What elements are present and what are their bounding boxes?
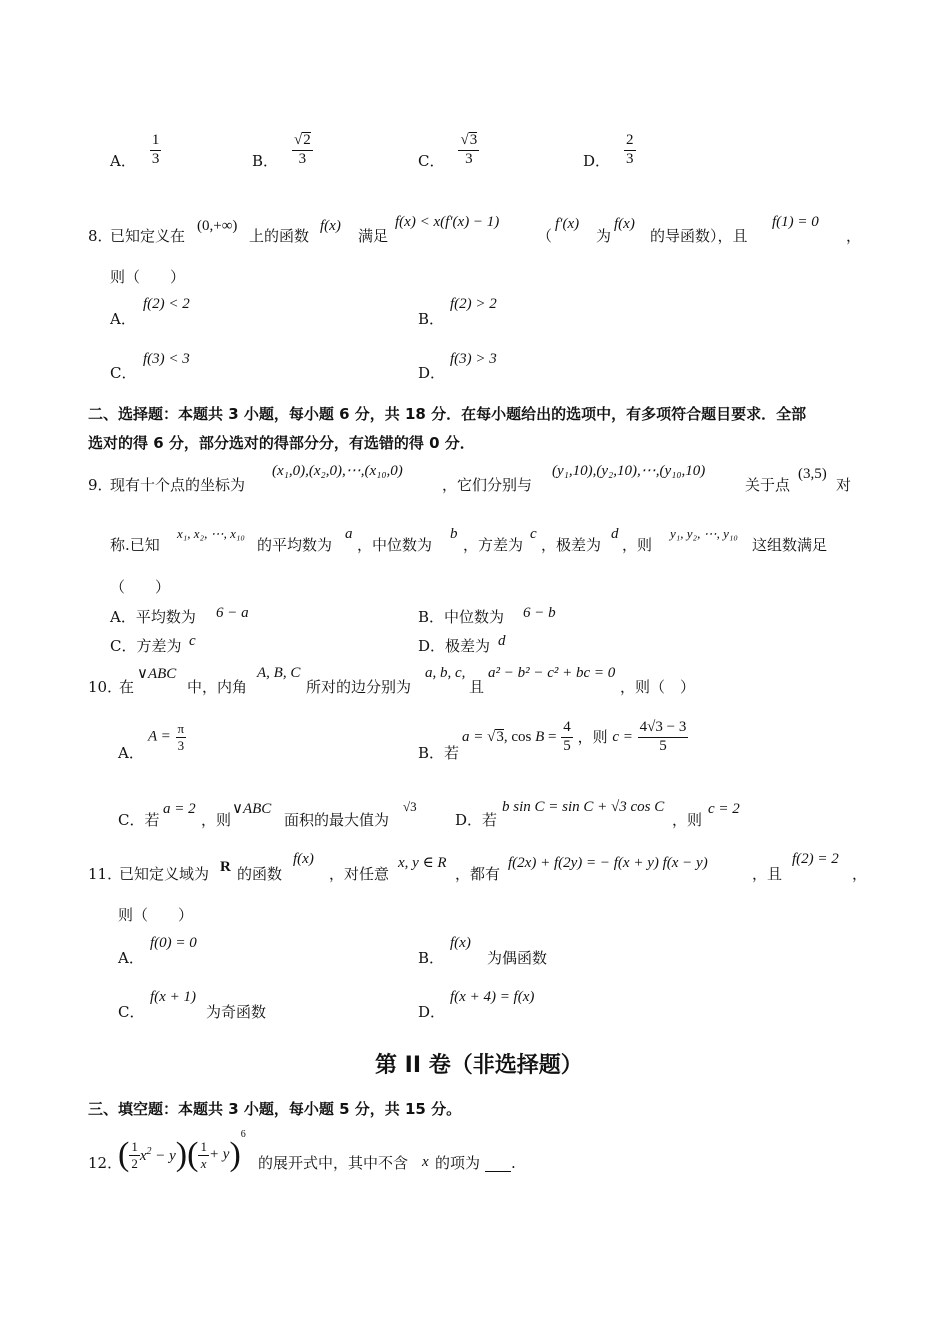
q10-option-a-label: A．: [118, 744, 144, 762]
q10-option-b: a = √3, cos B = $\frac{4}{5}$ ，则 c = $\frac{4√3 - 3}{5}$: [462, 719, 687, 754]
q9-text-6: 的平均数为: [257, 536, 333, 554]
q12-x: x: [422, 1154, 429, 1170]
q8-text-5: 为: [596, 227, 612, 245]
q11-number: 11．: [88, 865, 123, 883]
q9-d: d: [611, 526, 619, 542]
q10-sides: a, b, c,: [425, 665, 466, 681]
q8-option-a-label: A．: [110, 310, 136, 328]
q11-option-a-label: A．: [118, 949, 144, 967]
q8-option-d-label: D．: [418, 364, 446, 382]
q10-text-2: 中，内角: [187, 678, 248, 696]
q8-fx: f(x): [320, 218, 341, 234]
q11-then: 则（ ）: [118, 906, 194, 924]
q11-text-4: ，都有: [455, 865, 501, 883]
q11-option-b-label: B．: [418, 949, 445, 967]
q9-option-b: 6 − b: [523, 605, 556, 621]
q8-fprime: f′(x): [555, 216, 580, 232]
q10-option-d-then: ，则: [672, 811, 703, 829]
q11-option-c-label: C．: [118, 1003, 145, 1021]
q8-then: 则（ ）: [110, 268, 186, 286]
q8-fx-2: f(x): [614, 216, 635, 232]
q9-paren: （ ）: [110, 578, 171, 596]
q9-text-10: ，则: [622, 536, 653, 554]
q12-answer-blank[interactable]: .: [485, 1156, 516, 1172]
q9-option-c-label: C．方差为: [110, 637, 182, 655]
q8-option-d: f(3) > 3: [450, 351, 497, 367]
q11-fx: f(x): [293, 851, 314, 867]
q7-option-d: D． $\frac{2}{3}$: [583, 131, 634, 170]
q12-text-2: 的项为: [435, 1154, 481, 1172]
q8-inequality: f(x) < x(f′(x) − 1): [395, 214, 500, 230]
q11-option-d-label: D．: [418, 1003, 446, 1021]
q10-option-d-result: c = 2: [708, 801, 740, 817]
q8-option-c-label: C．: [110, 364, 137, 382]
q10-text-3: 所对的边分别为: [306, 678, 412, 696]
q11-option-d: f(x + 4) = f(x): [450, 989, 535, 1005]
q9-ys: y₁, y₂, ⋯, y₁₀: [670, 526, 738, 541]
q11-option-b: f(x): [450, 935, 471, 951]
q10-option-d-expr: b sin C = sin C + √3 cos C: [502, 799, 665, 815]
q11-equation: f(2x) + f(2y) = − f(x + y) f(x − y): [508, 855, 708, 871]
q11-option-c: f(x + 1): [150, 989, 196, 1005]
q10-angles: A, B, C: [257, 665, 301, 681]
q7-option-c: C． $\frac{√3}{3}$: [418, 132, 478, 170]
q11-text-6: ，: [852, 865, 868, 883]
q9-number: 9．: [88, 476, 113, 494]
q9-option-c: c: [189, 633, 196, 649]
q8-text-4: （: [537, 227, 553, 245]
q9-center-point: (3,5): [798, 466, 827, 482]
section2-line2: 选对的得 6 分，部分选对的得部分分，有选错的得 0 分．: [88, 434, 475, 452]
q10-option-b-label: B．若: [418, 744, 460, 762]
q10-equation: a² − b² − c² + bc = 0: [488, 665, 616, 681]
q10-option-a: A = $\frac{\pi}{3}$: [148, 721, 185, 753]
q9-a: a: [345, 526, 353, 542]
q12-expression: ( $\frac{1}{2}$ $x^2 - y$)( $\frac{1}{x}$ + y)$^6$: [118, 1129, 246, 1173]
q9-points-x: (x₁,0),(x₂,0),⋯,(x₁₀,0): [272, 463, 403, 479]
q9-text-8: ，方差为: [463, 536, 524, 554]
q9-text-4: 对: [836, 476, 852, 494]
q11-text-5: ，且: [752, 865, 783, 883]
q11-R: R: [220, 859, 231, 875]
q10-triangle: ∨ABC: [137, 666, 177, 682]
q8-text-1: 已知定义在: [110, 227, 186, 245]
q9-c: c: [530, 526, 537, 542]
q10-text-4: 且: [469, 678, 485, 696]
q11-text-1: 已知定义域为: [119, 865, 210, 883]
q9-b: b: [450, 526, 458, 542]
q10-text-5: ，则（ ）: [620, 678, 696, 696]
q9-text-9: ，极差为: [541, 536, 602, 554]
q9-option-a: 6 − a: [216, 605, 249, 621]
q10-option-c-triangle: ∨ABC: [232, 801, 272, 817]
q9-option-b-label: B．中位数为: [418, 608, 505, 626]
q9-text-5: 称.已知: [110, 536, 160, 554]
q7-option-b: B． $\frac{√2}{3}$: [252, 132, 311, 170]
q10-option-c-label: C．若: [118, 811, 160, 829]
q11-option-b-text: 为偶函数: [487, 949, 548, 967]
q8-f1: f(1) = 0: [772, 214, 819, 230]
q10-option-c-expr: a = 2: [163, 801, 196, 817]
part2-title: 第 II 卷（非选择题）: [375, 1053, 583, 1078]
q9-text-11: 这组数满足: [752, 536, 828, 554]
q7-option-a: A． $\frac{1}{3}$: [110, 131, 160, 170]
q8-option-c: f(3) < 3: [143, 351, 190, 367]
q11-option-a: f(0) = 0: [150, 935, 197, 951]
q8-interval: (0,+∞): [197, 218, 238, 234]
q11-text-3: ，对任意: [329, 865, 390, 883]
section3-line1: 三、填空题：本题共 3 小题，每小题 5 分，共 15 分。: [88, 1100, 462, 1118]
q9-text-2: ，它们分别与: [442, 476, 533, 494]
q9-text-3: 关于点: [745, 476, 791, 494]
q8-number: 8．: [88, 227, 113, 245]
q10-number: 10．: [88, 678, 123, 696]
q8-option-b-label: B．: [418, 310, 445, 328]
q10-text-1: 在: [119, 678, 135, 696]
q8-text-7: ，: [846, 227, 862, 245]
q8-option-a: f(2) < 2: [143, 296, 190, 312]
q9-text-1: 现有十个点的坐标为: [110, 476, 246, 494]
q8-option-b: f(2) > 2: [450, 296, 497, 312]
q10-option-d-label: D．若: [455, 811, 498, 829]
q12-text-1: 的展开式中，其中不含: [258, 1154, 409, 1172]
q10-option-c-then: ，则: [201, 811, 232, 829]
q9-option-d-label: D．极差为: [418, 637, 491, 655]
q8-text-2: 上的函数: [249, 227, 310, 245]
q10-option-c-value: √3: [403, 799, 417, 814]
q11-option-c-text: 为奇函数: [206, 1003, 267, 1021]
q11-xy: x, y ∈ R: [398, 855, 447, 871]
q12-number: 12．: [88, 1154, 123, 1172]
q11-text-2: 的函数: [237, 865, 283, 883]
q9-text-7: ，中位数为: [357, 536, 433, 554]
q9-xs: x₁, x₂, ⋯, x₁₀: [177, 526, 245, 541]
q10-option-c-text: 面积的最大值为: [284, 811, 390, 829]
q9-option-d: d: [498, 633, 506, 649]
q9-option-a-label: A．平均数为: [110, 608, 196, 626]
q11-f2: f(2) = 2: [792, 851, 839, 867]
q9-points-y: (y₁,10),(y₂,10),⋯,(y₁₀,10): [552, 463, 706, 479]
section2-line1: 二、选择题：本题共 3 小题，每小题 6 分，共 18 分．在每小题给出的选项中，有多项符合题目要求．全部: [88, 405, 807, 423]
q8-text-3: 满足: [358, 227, 389, 245]
q8-text-6: 的导函数），且: [650, 227, 748, 245]
